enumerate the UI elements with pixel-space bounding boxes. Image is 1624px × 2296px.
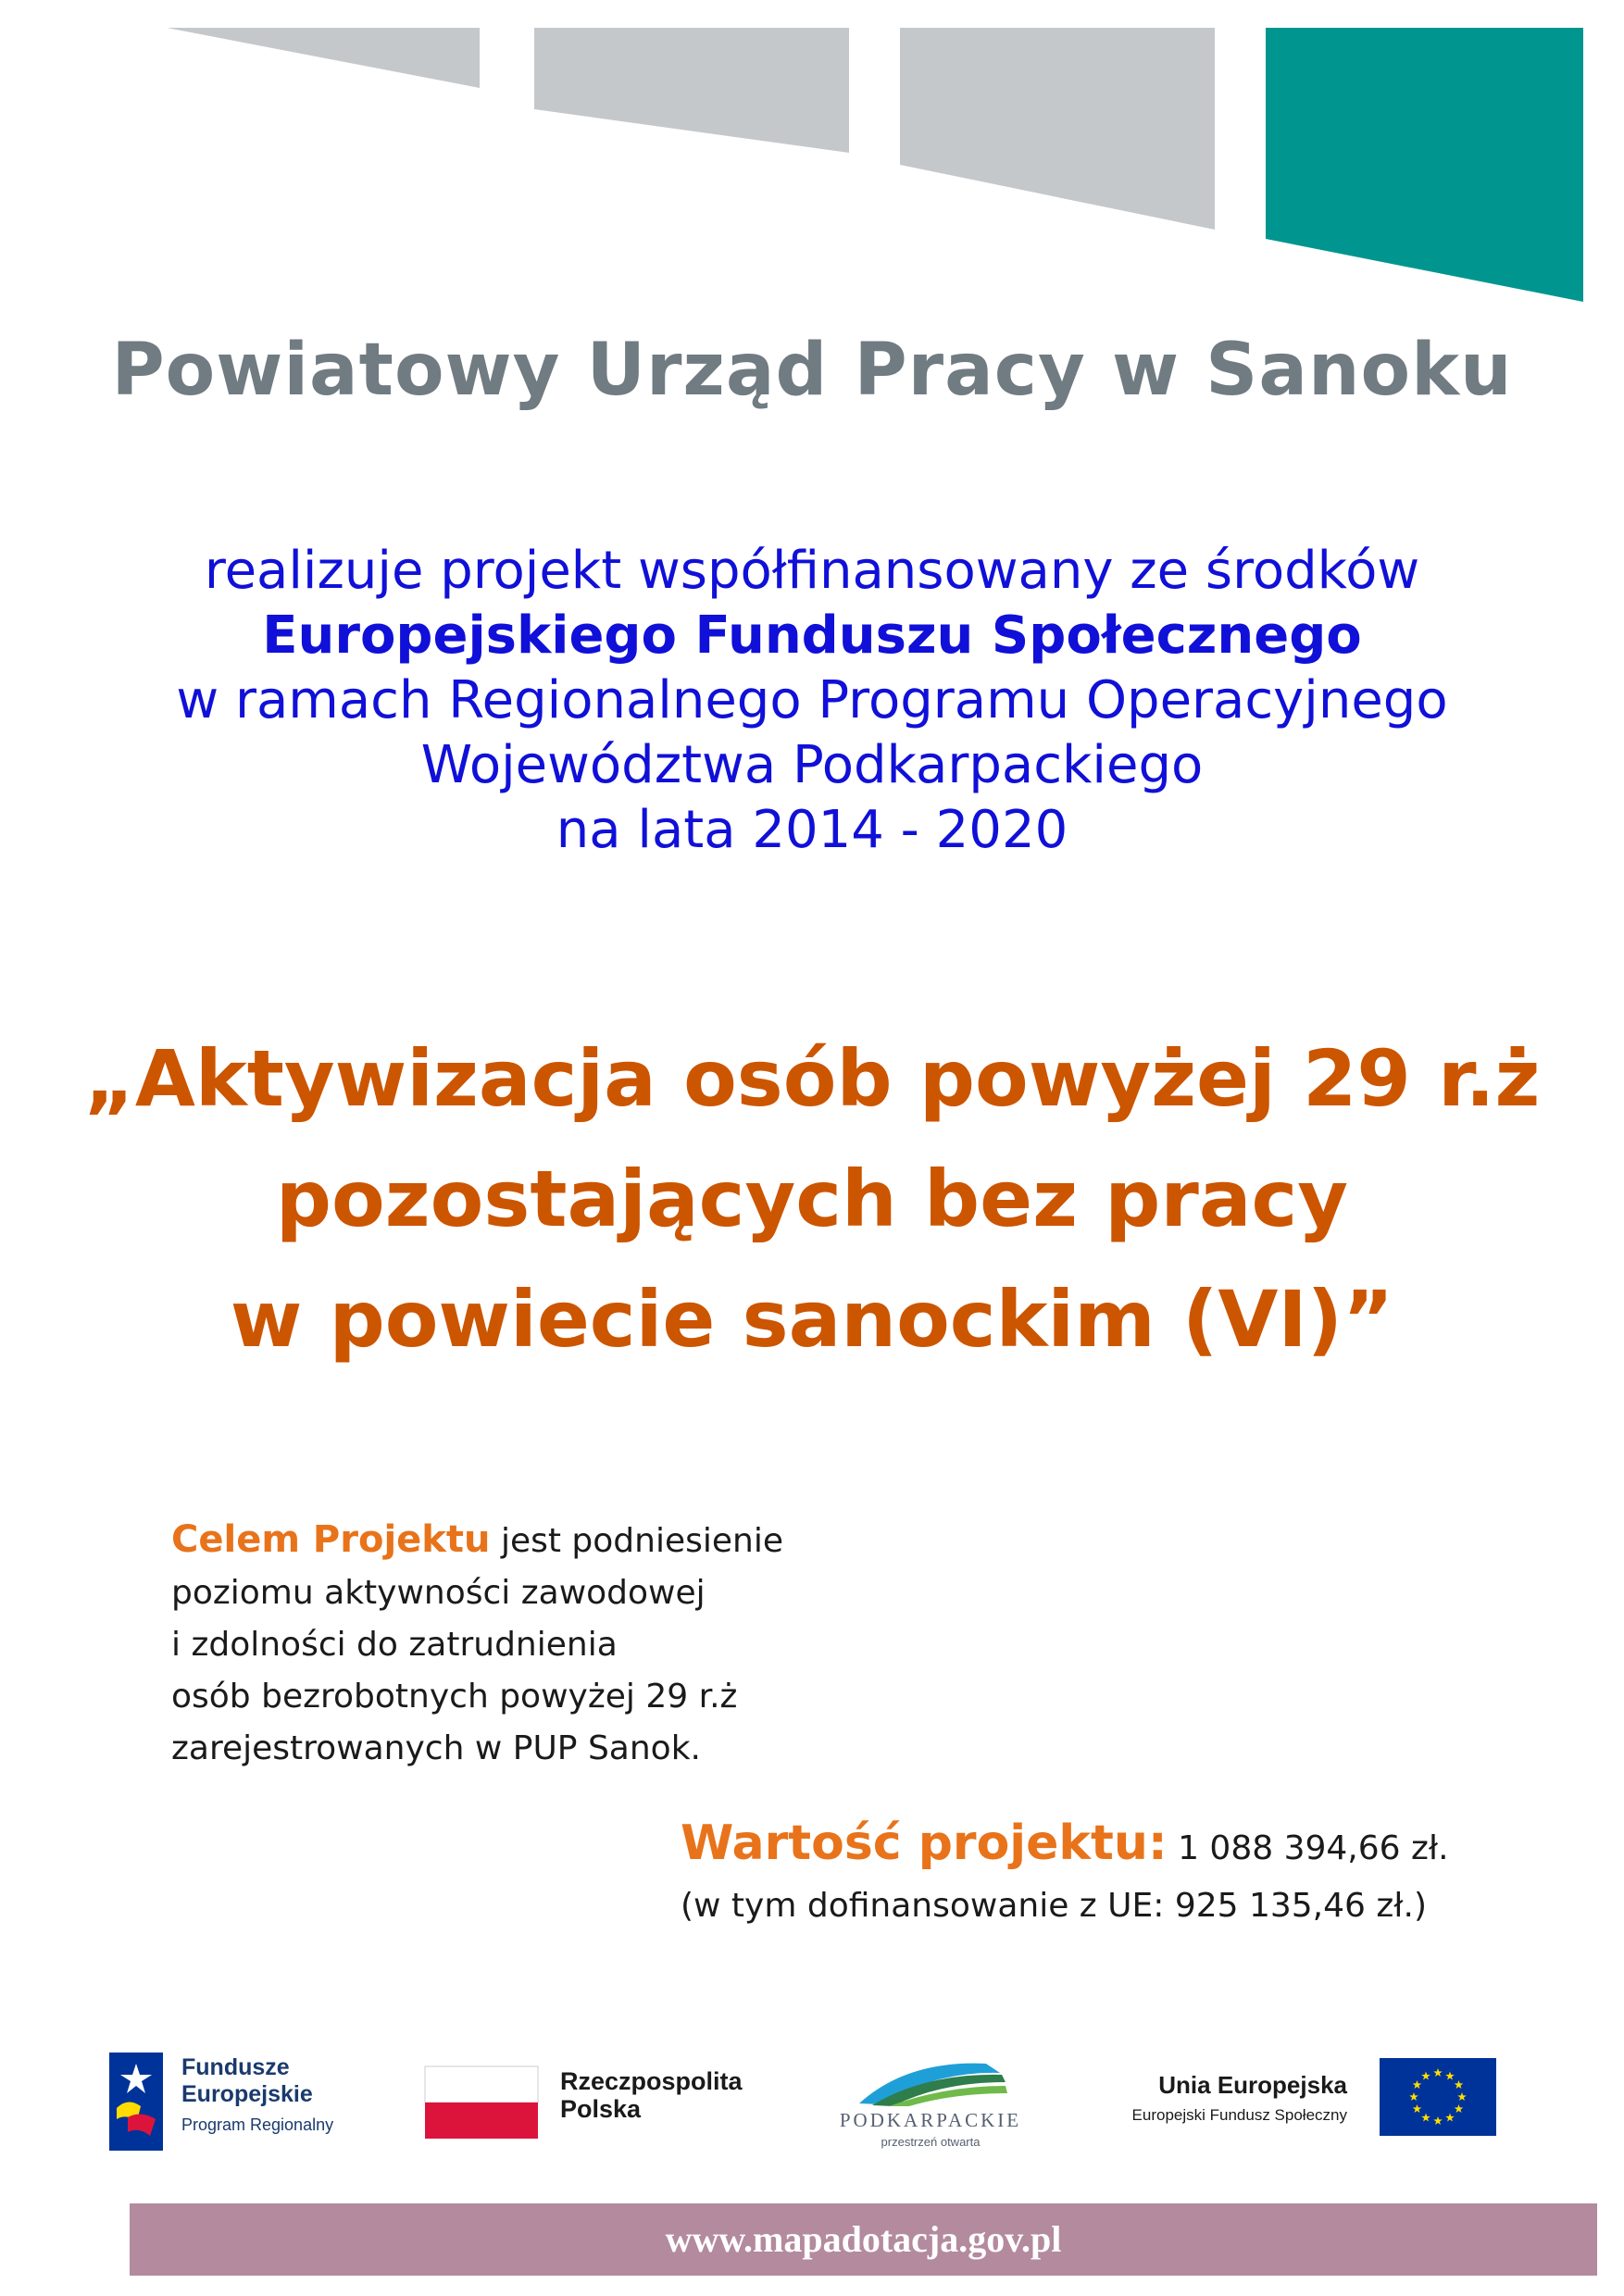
header-decorative-bars	[0, 0, 1624, 315]
intro-line-5: na lata 2014 - 2020	[556, 800, 1068, 860]
project-title	[0, 1018, 1624, 1379]
goal-line-1-rest: jest podniesienie	[490, 1522, 783, 1560]
gray-bar-1	[167, 28, 480, 88]
fe-line-2: Europejskie	[181, 2081, 313, 2107]
intro-line-3: w ramach Regionalnego Programu Operacyjnego	[176, 670, 1448, 730]
intro-line-2: Europejskiego Funduszu Społecznego	[262, 605, 1362, 666]
ue-line-1: Unia Europejska	[1158, 2071, 1347, 2099]
pk-tagline: przestrzeń otwarta	[881, 2135, 981, 2149]
fe-line-3: Program Regionalny	[181, 2115, 334, 2134]
fe-name	[181, 2054, 313, 2108]
gray-bar-2	[534, 28, 849, 153]
goal-line-4: osób bezrobotnych powyżej 29 r.ż	[171, 1678, 738, 1716]
goal-line-5: zarejestrowanych w PUP Sanok.	[171, 1729, 701, 1767]
project-title-line-2: pozostających bez pracy	[275, 1154, 1349, 1244]
rp-name	[560, 2067, 743, 2123]
pk-name: PODKARPACKIE	[839, 2109, 1022, 2131]
footer-url[interactable]: www.mapadotacja.gov.pl	[665, 2218, 1062, 2260]
project-title-line-1: „Aktywizacja osób powyżej 29 r.ż	[83, 1033, 1541, 1124]
intro-line-4: Województwa Podkarpackiego	[420, 735, 1204, 795]
value-line-1	[681, 1815, 1514, 1878]
rp-line-2: Polska	[560, 2095, 642, 2123]
project-goal	[171, 1514, 875, 1775]
teal-bar	[1266, 28, 1583, 302]
eu-flag-icon	[1380, 2058, 1496, 2136]
goal-lead: Celem Projektu	[171, 1518, 491, 1561]
project-title-line-3: w powiecie sanockim (VI)”	[230, 1274, 1394, 1365]
goal-line-1	[171, 1514, 875, 1567]
intro-text	[0, 539, 1624, 863]
value-cofinancing: (w tym dofinansowanie z UE: 925 135,46 zł.)	[681, 1887, 1427, 1925]
podkarpackie-logo-icon	[852, 2053, 1009, 2108]
fundusze-europejskie-logo-icon	[109, 2053, 163, 2151]
footer-bar	[130, 2203, 1597, 2276]
logos-row	[0, 2041, 1624, 2162]
rp-line-1: Rzeczpospolita	[560, 2067, 743, 2095]
intro-line-1: realizuje projekt współfinansowany ze środków	[204, 541, 1420, 601]
polish-flag-icon	[424, 2065, 539, 2140]
goal-line-2: poziomu aktywności zawodowej	[171, 1574, 706, 1612]
ue-line-2: Europejski Fundusz Społeczny	[1131, 2106, 1347, 2124]
value-lead: Wartość projektu:	[681, 1816, 1168, 1871]
project-value	[681, 1815, 1514, 1935]
fe-line-1: Fundusze	[181, 2054, 290, 2080]
value-amount: 1 088 394,66 zł.	[1167, 1829, 1449, 1867]
goal-line-3: i zdolności do zatrudnienia	[171, 1626, 618, 1664]
page-title: Powiatowy Urząd Pracy w Sanoku	[111, 329, 1513, 412]
gray-bar-3	[900, 28, 1215, 230]
